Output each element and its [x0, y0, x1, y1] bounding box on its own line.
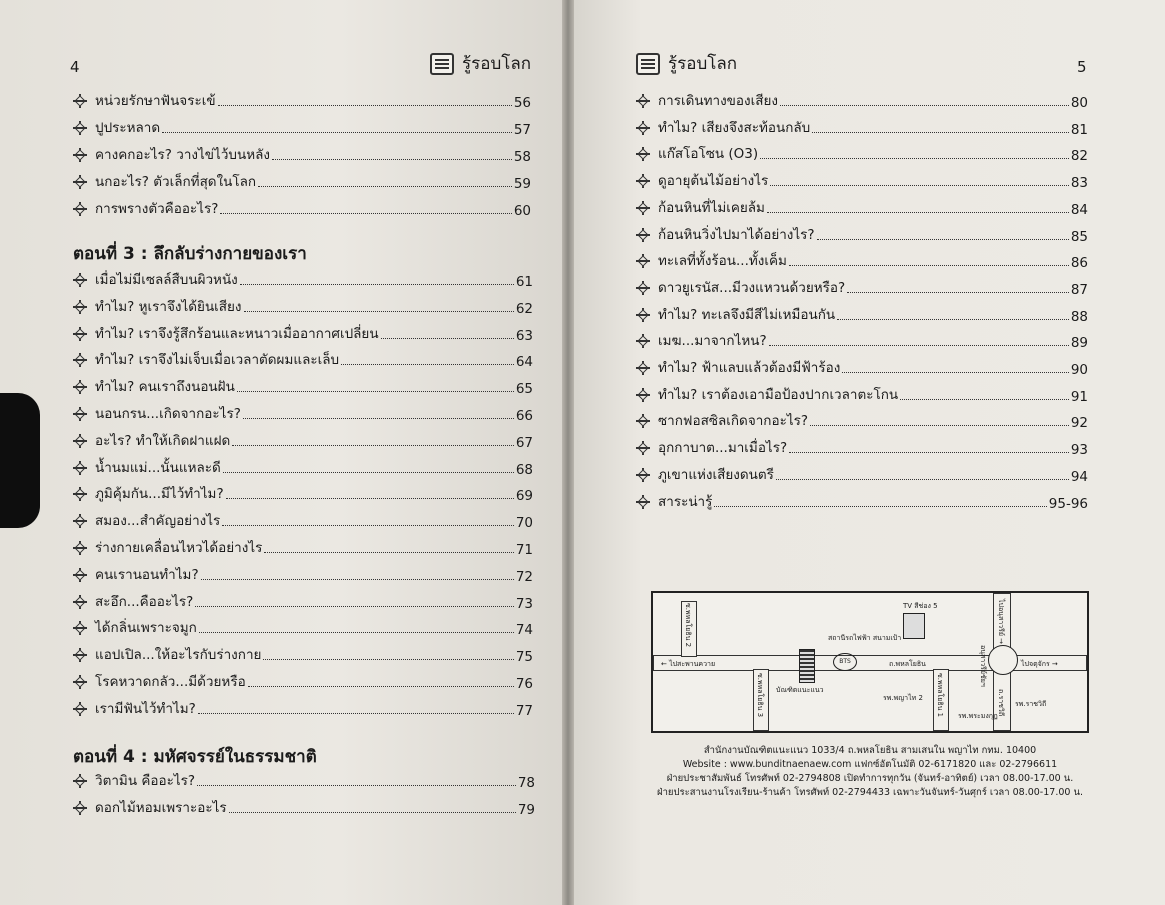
toc-entry: [636, 329, 1088, 351]
toc-entry-page: 76: [515, 676, 533, 692]
map-label-bts: สถานีรถไฟฟ้า สนามเป้า: [828, 634, 902, 642]
toc-entry-title: ทำไม? หูเราจึงได้ยินเสียง: [95, 298, 242, 315]
toc-entry: [73, 322, 533, 344]
bullet-icon: [73, 148, 87, 162]
leader-dots: [842, 372, 1068, 373]
toc-entry-page: 78: [517, 775, 535, 791]
toc-entry-title: ทำไม? ฟ้าแลบแล้วต้องมีฟ้าร้อง: [658, 360, 841, 376]
leader-dots: [240, 284, 514, 285]
leader-dots: [229, 812, 516, 813]
toc-entry-title: ทะเลที่ทั้งร้อน...ทั้งเค็ม: [658, 253, 787, 270]
map-label-to-victory: ไปอนุสาวรีย์ →: [997, 599, 1005, 645]
toc-entry-page: 59: [513, 176, 531, 192]
toc-entry-title: สาระน่ารู้: [658, 493, 713, 510]
toc-entry: [73, 590, 533, 612]
bullet-icon: [73, 380, 87, 394]
toc-entry-page: 82: [1070, 148, 1088, 165]
bullet-icon: [73, 541, 87, 555]
section4-title: ตอนที่ 4 : มหัศจรรย์ในธรรมชาติ: [73, 747, 317, 767]
toc-entry: [636, 436, 1088, 458]
bullet-icon: [636, 388, 650, 402]
map-label-rajavithi-hosp: รพ.ราชวิถี: [1015, 700, 1047, 708]
map-label-children-hosp: รพ.พระมงกุฎ: [958, 712, 998, 720]
tv5-building-icon: [903, 613, 925, 639]
toc-entry-page: 92: [1070, 415, 1088, 432]
toc-entry: [636, 490, 1088, 512]
left-header-title: รู้รอบโลก: [462, 54, 532, 74]
toc-entry-page: 66: [515, 408, 533, 424]
map-label-to-saphankwai: ← ไปสะพานควาย: [661, 660, 716, 668]
toc-entry-page: 77: [515, 702, 533, 719]
toc-entry-title: โรคหวาดกลัว...มีด้วยหรือ: [95, 674, 246, 690]
bullet-icon: [636, 147, 650, 161]
toc-entry: [636, 169, 1088, 191]
toc-entry-title: ทำไม? เราต้องเอามือป้องปากเวลาตะโกน: [658, 386, 899, 403]
bullet-icon: [73, 568, 87, 582]
book-logo-icon: [636, 53, 660, 75]
leader-dots: [258, 186, 512, 187]
leader-dots: [776, 479, 1069, 480]
toc-entry: [73, 143, 531, 165]
leader-dots: [222, 525, 514, 526]
toc-entry-page: 89: [1070, 335, 1088, 352]
toc-entry-title: ภูมิคุ้มกัน...มีไว้ทำไม?: [95, 486, 224, 503]
toc-entry: [73, 89, 531, 111]
bullet-icon: [636, 228, 650, 242]
leader-dots: [218, 105, 512, 106]
leader-dots: [341, 364, 514, 365]
toc-entry-page: 87: [1070, 281, 1088, 298]
leader-dots: [272, 159, 512, 160]
toc-entry: [636, 303, 1088, 325]
leader-dots: [817, 239, 1069, 240]
bullet-icon: [73, 621, 87, 635]
toc-entry: [73, 616, 533, 638]
toc-entry: [636, 463, 1088, 485]
bullet-icon: [73, 202, 87, 216]
leader-dots: [837, 319, 1069, 320]
toc-entry-page: 91: [1070, 388, 1088, 405]
bullet-icon: [73, 273, 87, 287]
toc-entry-page: 62: [515, 300, 533, 317]
toc-entry-title: คนเรานอนทำไม?: [95, 566, 199, 583]
bullet-icon: [636, 334, 650, 348]
toc-entry: [73, 375, 533, 397]
toc-entry: [73, 670, 533, 692]
toc-entry-title: ทำไม? ทะเลจึงมีสีไม่เหมือนกัน: [658, 306, 836, 323]
bullet-icon: [73, 595, 87, 609]
toc-entry-page: 74: [515, 622, 533, 639]
toc-entry-page: 93: [1070, 442, 1088, 459]
black-tab: [0, 393, 40, 528]
address-line-1: สำนักงานบัณฑิตแนะแนว 1033/4 ถ.พหลโยธิน สามเสนใน พญาไท กทม. 10400: [703, 745, 1037, 756]
leader-dots: [900, 399, 1069, 400]
toc-entry-title: อุกกาบาต...มาเมื่อไร?: [658, 440, 788, 457]
bullet-icon: [73, 300, 87, 314]
leader-dots: [789, 265, 1069, 266]
toc-entry: [73, 197, 531, 219]
toc-entry: [73, 295, 533, 317]
toc-entry-page: 81: [1070, 121, 1088, 138]
book-logo-icon: [430, 53, 454, 75]
leader-dots: [770, 185, 1069, 186]
leader-dots: [223, 472, 514, 473]
map-label-phahon: ถ.พหลโยธิน: [889, 660, 926, 668]
address-line-3: ฝ่ายประชาสัมพันธ์ โทรศัพท์ 02-2794808 เปิดทำการทุกวัน (จันทร์-อาทิตย์) เวลา 08.00-17.00 น.: [666, 773, 1074, 784]
bullet-icon: [636, 361, 650, 375]
right-header: [636, 50, 737, 77]
leader-dots: [263, 659, 513, 660]
left-page-number: 4: [70, 58, 80, 76]
leader-dots: [812, 132, 1069, 133]
toc-entry-title: ทำไม? เสียงจึงสะท้อนกลับ: [658, 119, 811, 136]
bullet-icon: [636, 414, 650, 428]
toc-entry: [636, 276, 1088, 298]
bullet-icon: [73, 434, 87, 448]
toc-entry-title: ทำไม? เราจึงไม่เจ็บเมื่อเวลาตัดผมและเล็บ: [95, 352, 340, 369]
bullet-icon: [636, 94, 650, 108]
toc-entry: [73, 482, 533, 504]
location-map: [651, 591, 1089, 733]
toc-entry: [73, 563, 533, 585]
bullet-icon: [73, 327, 87, 341]
leader-dots: [243, 418, 514, 419]
toc-entry-title: ร่างกายเคลื่อนไหวได้อย่างไร: [95, 540, 263, 556]
map-label-tv5: TV สีช่อง 5: [903, 602, 938, 610]
leader-dots: [847, 292, 1069, 293]
right-page-number: 5: [1077, 58, 1087, 76]
toc-entry-title: เมื่อไม่มีเซลล์สืบนผิวหนัง: [95, 272, 238, 288]
bullet-icon: [73, 461, 87, 475]
toc-entry-page: 90: [1070, 362, 1088, 378]
toc-entry-title: ทำไม? เราจึงรู้สึกร้อนและหนาวเมื่ออากาศเปลี่ยน: [95, 325, 379, 342]
map-label-phyathai2: รพ.พญาไท 2: [883, 694, 923, 702]
toc-entry-title: ปูประหลาด: [95, 120, 161, 136]
toc-entry-title: เมฆ...มาจากไหน?: [658, 333, 767, 350]
toc-entry: [636, 383, 1088, 405]
toc-entry: [73, 697, 533, 719]
leader-dots: [714, 506, 1046, 507]
toc-entry-title: อะไร? ทำให้เกิดฝาแฝด: [95, 432, 231, 449]
toc-entry: [73, 402, 533, 424]
toc-entry-title: นอนกรน...เกิดจากอะไร?: [95, 406, 241, 422]
toc-entry-title: แก๊สโอโซน (O3): [658, 146, 759, 163]
leader-dots: [195, 606, 513, 607]
bullet-icon: [73, 487, 87, 501]
bullet-icon: [73, 801, 87, 815]
toc-entry-title: นกอะไร? ตัวเล็กที่สุดในโลก: [95, 174, 257, 190]
toc-entry-title: น้ำนมแม่...นั้นแหละดี: [95, 459, 221, 476]
bullet-icon: [636, 281, 650, 295]
bullet-icon: [73, 648, 87, 662]
bullet-icon: [636, 441, 650, 455]
leader-dots: [198, 713, 514, 714]
toc-entry-page: 57: [513, 122, 531, 138]
leader-dots: [244, 311, 514, 312]
toc-entry-title: ดูอายุต้นไม้อย่างไร: [658, 173, 769, 190]
toc-entry-page: 70: [515, 515, 533, 532]
address-line-4: ฝ่ายประสานงานโรงเรียน-ร้านค้า โทรศัพท์ 02-2794433 เฉพาะวันจันทร์-วันศุกร์ เวลา 08.00-17.00 น.: [657, 787, 1083, 798]
toc-entry-page: 95-96: [1048, 495, 1088, 512]
leader-dots: [201, 579, 514, 580]
leader-dots: [220, 213, 511, 214]
bullet-icon: [636, 174, 650, 188]
toc-entry-page: 61: [515, 274, 533, 290]
bullet-icon: [73, 702, 87, 716]
toc-entry-page: 94: [1070, 468, 1088, 485]
bullet-icon: [73, 514, 87, 528]
toc-entry-title: ก้อนหินที่ไม่เคยล้ม: [658, 199, 765, 216]
toc-entry: [636, 116, 1088, 138]
bullet-icon: [636, 468, 650, 482]
toc-entry-title: วิตามิน คืออะไร?: [95, 773, 196, 789]
section3-title: ตอนที่ 3 : ลึกลับร่างกายของเรา: [73, 244, 307, 264]
toc-entry-page: 58: [513, 149, 531, 165]
toc-entry-page: 69: [515, 488, 533, 505]
toc-entry-title: ดอกไม้หอมเพราะอะไร: [95, 800, 227, 816]
toc-entry: [73, 429, 533, 451]
map-label-soi1: ซ.พหลโยธิน 1: [936, 673, 944, 718]
address-line-2: Website : www.bunditnaenaew.com แฟกซ์อัตโนมัติ 02-6171820 และ 02-2796611: [682, 759, 1058, 770]
bullet-icon: [73, 675, 87, 689]
toc-entry-page: 64: [515, 354, 533, 371]
toc-entry: [636, 142, 1088, 164]
bullet-icon: [73, 353, 87, 367]
toc-entry-title: สะอึก...คืออะไร?: [95, 593, 194, 610]
leader-dots: [767, 212, 1069, 213]
leader-dots: [162, 132, 512, 133]
bullet-icon: [636, 495, 650, 509]
map-label-to-chatuchak: ไปจตุจักร →: [1021, 660, 1058, 668]
toc-entry: [636, 89, 1088, 111]
leader-dots: [248, 686, 514, 687]
toc-entry-title: สมอง...สำคัญอย่างไร: [95, 513, 221, 530]
left-header: [430, 50, 531, 77]
toc-entry: [73, 796, 535, 818]
toc-entry-page: 88: [1070, 308, 1088, 325]
bullet-icon: [73, 774, 87, 788]
toc-entry-title: ได้กลิ่นเพราะจมูก: [95, 620, 197, 637]
toc-entry-page: 71: [515, 542, 533, 558]
bts-station-icon: BTS: [833, 653, 857, 671]
toc-entry: [636, 249, 1088, 271]
toc-entry-page: 79: [517, 802, 535, 818]
victory-circle: [988, 645, 1018, 675]
toc-entry: [73, 509, 533, 531]
toc-entry-title: ทำไม? คนเราถึงนอนฝัน: [95, 379, 235, 396]
map-label-bundit: บัณฑิตแนะแนว: [776, 686, 824, 694]
toc-entry-title: ภูเขาแห่งเสียงดนตรี: [658, 466, 774, 483]
toc-entry-page: 80: [1070, 95, 1088, 111]
toc-entry: [73, 456, 533, 478]
toc-entry-page: 72: [515, 568, 533, 585]
toc-entry: [636, 196, 1088, 218]
toc-entry-page: 65: [515, 381, 533, 398]
map-label-soi3: ซ.พหลโยธิน 3: [756, 673, 764, 718]
toc-entry-title: ดาวยูเรนัส...มีวงแหวนด้วยหรือ?: [658, 279, 846, 296]
toc-entry-page: 84: [1070, 201, 1088, 218]
bullet-icon: [73, 407, 87, 421]
bullet-icon: [636, 201, 650, 215]
map-label-rajavithi: ถ.ราชวิถี: [997, 689, 1005, 717]
toc-entry-page: 85: [1070, 228, 1088, 245]
toc-entry-title: คางคกอะไร? วางไข่ไว้บนหลัง: [95, 147, 270, 163]
bullet-icon: [636, 254, 650, 268]
toc-entry-page: 68: [515, 461, 533, 478]
book-spine: [562, 0, 574, 905]
leader-dots: [780, 105, 1069, 106]
toc-entry-page: 75: [515, 649, 533, 666]
toc-entry: [73, 769, 535, 791]
toc-entry-title: แอปเปิล...ให้อะไรกับร่างกาย: [95, 647, 262, 664]
bullet-icon: [636, 121, 650, 135]
leader-dots: [769, 345, 1069, 346]
leader-dots: [232, 445, 514, 446]
bullet-icon: [636, 308, 650, 322]
toc-entry-page: 56: [513, 95, 531, 111]
toc-entry-page: 83: [1070, 175, 1088, 192]
map-label-soi2: ซ.พหลโยธิน 2: [684, 603, 692, 648]
leader-dots: [264, 552, 513, 553]
toc-entry: [636, 223, 1088, 245]
map-label-victory: อนุสาวรีย์ชัยฯ: [979, 645, 987, 687]
bullet-icon: [73, 94, 87, 108]
bullet-icon: [73, 175, 87, 189]
toc-entry-page: 63: [515, 327, 533, 344]
toc-entry-title: การพรางตัวคืออะไร?: [95, 201, 219, 217]
toc-entry-title: การเดินทางของเสียง: [658, 93, 778, 109]
right-header-title: รู้รอบโลก: [668, 54, 738, 74]
toc-entry-page: 67: [515, 434, 533, 451]
toc-entry-title: หน่วยรักษาฟันจระเข้: [95, 93, 216, 109]
toc-entry: [636, 356, 1088, 378]
toc-entry: [73, 268, 533, 290]
bundit-building-icon: [799, 649, 815, 683]
toc-entry-page: 73: [515, 595, 533, 612]
leader-dots: [199, 632, 514, 633]
toc-entry: [73, 170, 531, 192]
leader-dots: [226, 498, 514, 499]
leader-dots: [789, 452, 1069, 453]
toc-entry-title: ซากฟอสซิลเกิดจากอะไร?: [658, 413, 809, 430]
toc-entry: [73, 536, 533, 558]
leader-dots: [197, 785, 516, 786]
toc-entry-page: 86: [1070, 255, 1088, 272]
toc-entry: [73, 643, 533, 665]
toc-entry-title: เรามีฟันไว้ทำไม?: [95, 700, 196, 717]
toc-entry: [636, 409, 1088, 431]
toc-entry: [73, 348, 533, 370]
leader-dots: [381, 338, 514, 339]
leader-dots: [760, 158, 1069, 159]
leader-dots: [810, 425, 1069, 426]
toc-entry-title: ก้อนหินวิ่งไปมาได้อย่างไร?: [658, 226, 815, 243]
toc-entry: [73, 116, 531, 138]
toc-entry-page: 60: [513, 203, 531, 219]
leader-dots: [237, 391, 514, 392]
bullet-icon: [73, 121, 87, 135]
